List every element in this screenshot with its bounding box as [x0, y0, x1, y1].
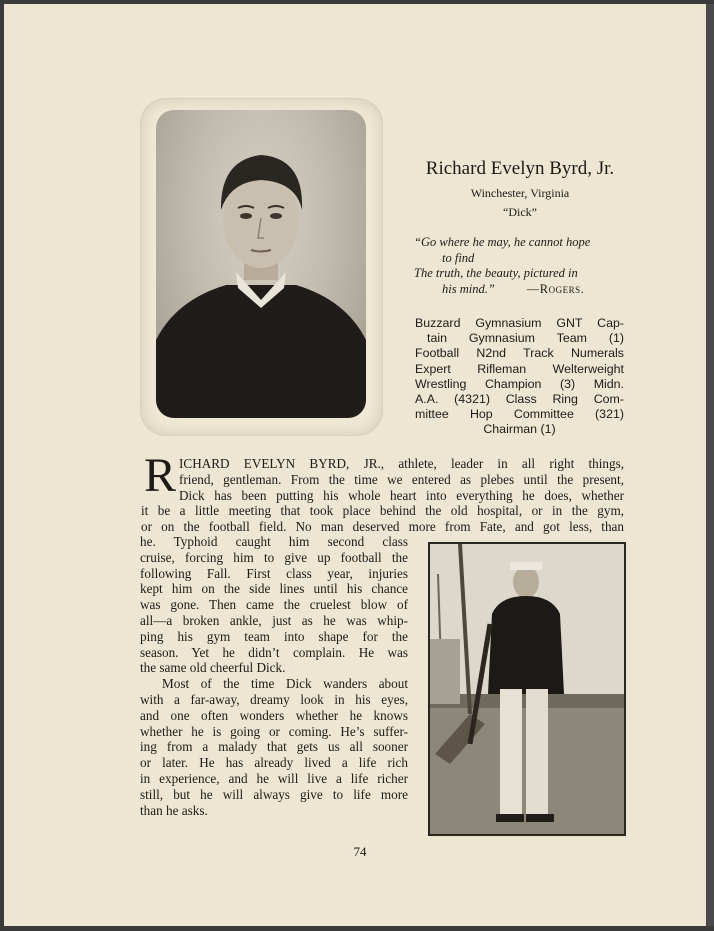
honors-line: Wrestling Champion (3) Midn.	[415, 376, 624, 391]
viewer-edge	[706, 4, 714, 926]
honors-line: Football N2nd Track Numerals	[415, 346, 624, 361]
bio-line: or on the football field. No man deserved more from Fate, and got less, than	[141, 519, 624, 535]
bio-column	[140, 534, 408, 818]
bio-line: was gone. Then came the cruelest blow of	[140, 597, 408, 613]
honors-line: tain Gymnasium Team (1)	[427, 331, 624, 346]
nickname: “Dick”	[503, 205, 537, 219]
bio-line: or later. He has already lived a life rich	[140, 755, 408, 771]
bio-line: than he asks.	[140, 802, 208, 818]
page-number: 74	[353, 844, 367, 859]
bio-line: Dick has been putting his whole heart into everything he does, whether	[179, 487, 624, 503]
quote-attribution: —Rogers.	[526, 281, 585, 296]
bio-line: whether he is going or coming. He’s suffer-	[140, 723, 408, 739]
hometown: Winchester, Virginia	[470, 186, 570, 200]
bio-line: Most of the time Dick wanders about	[162, 676, 408, 692]
bio-line: the same old cheerful Dick.	[140, 660, 286, 676]
bio-line: in experience, and he will live a life richer	[140, 770, 408, 786]
honors-line: A.A. (4321) Class Ring Com-	[415, 392, 624, 407]
honors-line: Chairman (1)	[483, 422, 556, 437]
bio-line: cruise, forcing him to give up football the	[140, 549, 408, 565]
quote-line: his mind.”	[442, 281, 495, 296]
quote-line: The truth, the beauty, pictured in	[414, 266, 578, 280]
honors-line: Buzzard Gymnasium GNT Cap-	[415, 316, 624, 330]
portrait-frame	[140, 98, 383, 436]
bio-line: kept him on the side lines until his chance	[140, 581, 408, 597]
bio-line: all—a broken ankle, just as he was whip-	[140, 612, 408, 628]
quote-line: “Go where he may, he cannot hope	[414, 235, 591, 249]
bio-line: and one often wonders whether he knows	[140, 707, 408, 723]
bio-line: ing from a malady that gets us all sooner	[140, 739, 408, 755]
honors-list	[415, 316, 624, 438]
bio-line: still, but he will always give to life more	[140, 786, 408, 802]
quote-line: to find	[442, 250, 475, 265]
bio-paragraph-1	[141, 449, 624, 535]
quote-block	[414, 235, 629, 297]
honors-line: mittee Hop Committee (321)	[415, 407, 624, 422]
student-name: Richard Evelyn Byrd, Jr.	[425, 158, 615, 179]
bio-line: ping his gym team into shape for the	[140, 628, 408, 644]
drop-cap: R	[144, 449, 177, 502]
bio-line: following Fall. First class year, injuries	[140, 565, 408, 581]
standing-photo	[428, 542, 626, 836]
portrait-photo	[156, 110, 366, 418]
bio-line: he. Typhoid caught him second class	[140, 534, 408, 549]
bio-line: it be a little meeting that took place behind the old hospital, or in the gym,	[141, 503, 624, 519]
honors-line: Expert Rifleman Welterweight	[415, 361, 624, 376]
bio-line: ICHARD EVELYN BYRD, JR., athlete, leader in all right things,	[179, 456, 624, 471]
bio-line: friend, gentleman. From the time we entered as plebes until the present,	[179, 471, 624, 487]
bio-line: with a far-away, dreamy look in his eyes,	[140, 691, 408, 707]
bio-line: season. Yet he didn’t complain. He was	[140, 644, 408, 660]
